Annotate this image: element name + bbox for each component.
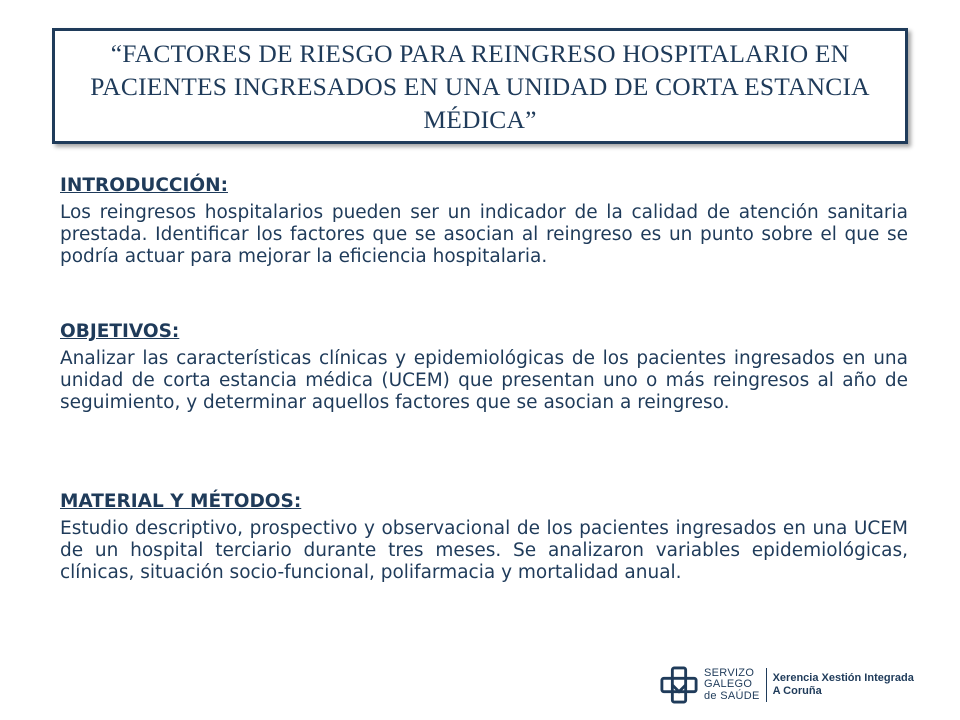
section-text: Los reingresos hospitalarios pueden ser un indicador de la calidad de atención sanitaria prestada. Identificar los factores que se asocian al reingreso es un punto sobre el que se podría actuar para mejorar la eficiencia hospitalaria.	[60, 202, 908, 267]
logo-org-line: Xerencia Xestión Integrada	[772, 672, 914, 684]
logo-servizo-text	[704, 668, 767, 703]
logo-line: GALEGO	[704, 678, 753, 691]
section-heading: OBJETIVOS:	[60, 321, 180, 342]
section-heading: MATERIAL Y MÉTODOS:	[60, 491, 302, 512]
logo-org-text	[767, 672, 914, 698]
title-box	[52, 28, 908, 144]
section-objetivos	[60, 320, 908, 414]
section-text: Estudio descriptivo, prospectivo y observacional de los pacientes ingresados en una UCEM de un hospital terciario durante tres meses. Se analizaron variables epidemiológicas, clínicas, situación socio-funcional, polifarmacia y mortalidad anual.	[60, 518, 908, 583]
logo-line: SERVIZO	[704, 666, 755, 679]
sergas-logo	[660, 662, 914, 708]
sergas-cross-icon	[660, 666, 698, 704]
slide-title: “FACTORES DE RIESGO PARA REINGRESO HOSPITALARIO EN PACIENTES INGRESADOS EN UNA UNIDAD DE CORTA ESTANCIA MÉDICA”	[90, 38, 870, 134]
section-material-metodos	[60, 490, 908, 584]
logo-org-line: A Coruña	[772, 685, 822, 697]
section-heading: INTRODUCCIÓN:	[60, 175, 228, 196]
section-introduccion	[60, 174, 908, 268]
logo-line: de SAÚDE	[704, 689, 760, 702]
section-text: Analizar las características clínicas y epidemiológicas de los pacientes ingresados en una unidad de corta estancia médica (UCEM) que presentan uno o más reingresos al año de seguimiento, y determinar aquellos factores que se asocian a reingreso.	[60, 348, 908, 413]
